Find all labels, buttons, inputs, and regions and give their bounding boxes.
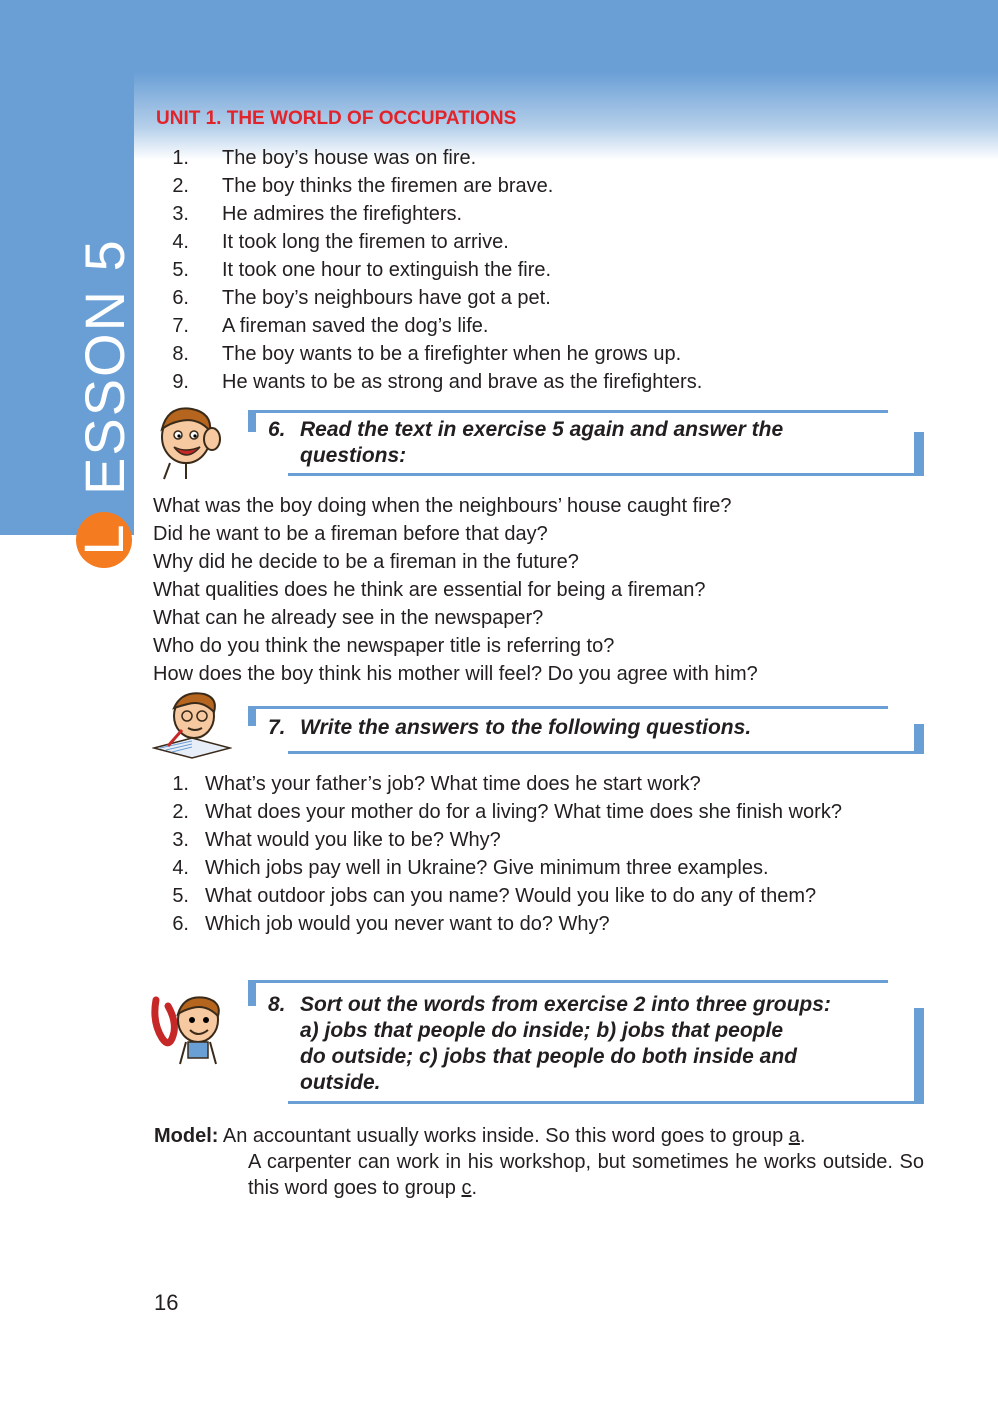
item-number: 5. (172, 885, 189, 907)
list-item (160, 882, 905, 910)
list-item (160, 826, 905, 854)
question-line: Who do you think the newspaper title is referring to? (153, 635, 615, 657)
item-number: 2. (172, 175, 189, 197)
task-number: 6. (268, 418, 286, 441)
list-item (160, 200, 702, 228)
task-8-banner (248, 980, 924, 1104)
task-7-banner (248, 706, 924, 754)
list-item (160, 144, 702, 172)
list-item (160, 854, 905, 882)
item-text: The boy’s neighbours have got a pet. (222, 287, 551, 309)
task-title-line: questions: (300, 444, 407, 467)
lesson-label: ESSON 5 (73, 238, 136, 495)
list-item (160, 798, 905, 826)
question-line: Did he want to be a fireman before that day? (153, 523, 548, 545)
question-line: How does the boy think his mother will feel? Do you agree with him? (153, 663, 758, 685)
item-text: A fireman saved the dog’s life. (222, 315, 489, 337)
question-line: What can he already see in the newspaper? (153, 607, 544, 629)
model-line-2: A carpenter can work in his workshop, but sometimes he works outside. So this word goes to group (248, 1151, 924, 1199)
item-number: 9. (172, 371, 189, 393)
item-text: What does your mother do for a living? What time does she finish work? (205, 801, 842, 823)
model-group-a: a (788, 1125, 800, 1147)
model-example (154, 1123, 924, 1201)
list-item (160, 256, 702, 284)
page-number: 16 (154, 1290, 179, 1315)
item-number: 1. (172, 147, 189, 169)
task-title-line: Read the text in exercise 5 again and answer the (300, 418, 784, 441)
model-line-1: An accountant usually works inside. So this word goes to group (222, 1125, 789, 1147)
item-text: It took one hour to extinguish the fire. (222, 259, 552, 281)
task-number: 8. (268, 993, 286, 1016)
writing-boy-icon (152, 690, 232, 760)
list-item (160, 340, 702, 368)
item-number: 3. (172, 829, 189, 851)
item-number: 4. (172, 231, 189, 253)
item-text: What outdoor jobs can you name? Would you like to do any of them? (205, 885, 817, 907)
model-label: Model: (154, 1125, 219, 1147)
task-title-line: outside. (300, 1071, 381, 1094)
model-punct: . (799, 1125, 806, 1147)
question-line: What was the boy doing when the neighbours’ house caught fire? (153, 495, 732, 517)
item-text: What’s your father’s job? What time does he start work? (205, 773, 701, 795)
item-number: 2. (172, 801, 189, 823)
question-line: Why did he decide to be a fireman in the future? (153, 551, 579, 573)
item-number: 1. (172, 773, 189, 795)
question-line: What qualities does he think are essential for being a fireman? (153, 579, 706, 601)
unit-title: UNIT 1. THE WORLD OF OCCUPATIONS (156, 108, 517, 129)
item-text: The boy’s house was on fire. (222, 147, 477, 169)
item-number: 7. (172, 315, 189, 337)
task-title-line: Write the answers to the following questions. (300, 716, 752, 739)
item-text: The boy thinks the firemen are brave. (222, 175, 554, 197)
model-punct: . (471, 1177, 478, 1199)
task-7-title (268, 715, 751, 741)
item-number: 3. (172, 203, 189, 225)
letter-boy-icon (150, 992, 230, 1066)
item-text: He admires the firefighters. (222, 203, 463, 225)
list-item (160, 910, 905, 938)
statements-list (160, 144, 702, 396)
task-title-line: a) jobs that people do inside; b) jobs that people (300, 1019, 784, 1042)
header-band (0, 0, 998, 160)
item-number: 6. (172, 913, 189, 935)
questions-list (153, 492, 758, 688)
item-text: Which jobs pay well in Ukraine? Give minimum three examples. (205, 857, 769, 879)
task-title-line: Sort out the words from exercise 2 into three groups: (300, 993, 831, 1016)
list-item (160, 770, 905, 798)
item-text: It took long the firemen to arrive. (222, 231, 509, 253)
item-text: He wants to be as strong and brave as the firefighters. (222, 371, 703, 393)
item-text: What would you like to be? Why? (205, 829, 501, 851)
item-number: 8. (172, 343, 189, 365)
list-item (160, 368, 702, 396)
item-number: 5. (172, 259, 189, 281)
listening-boy-icon (150, 403, 228, 481)
item-text: The boy wants to be a firefighter when he grows up. (222, 343, 682, 365)
item-text: Which job would you never want to do? Why? (205, 913, 610, 935)
answer-questions-list (160, 770, 905, 938)
list-item (160, 284, 702, 312)
list-item (160, 228, 702, 256)
list-item (160, 172, 702, 200)
task-title-line: do outside; c) jobs that people do both inside and (300, 1045, 797, 1068)
item-number: 6. (172, 287, 189, 309)
lesson-letter: L (72, 524, 135, 556)
model-group-c: c (461, 1177, 472, 1199)
task-6-banner (248, 410, 924, 476)
list-item (160, 312, 702, 340)
task-number: 7. (268, 716, 286, 739)
task-8-title (268, 992, 831, 1096)
item-number: 4. (172, 857, 189, 879)
lesson-letter-badge (72, 512, 135, 568)
task-6-title (268, 417, 783, 469)
